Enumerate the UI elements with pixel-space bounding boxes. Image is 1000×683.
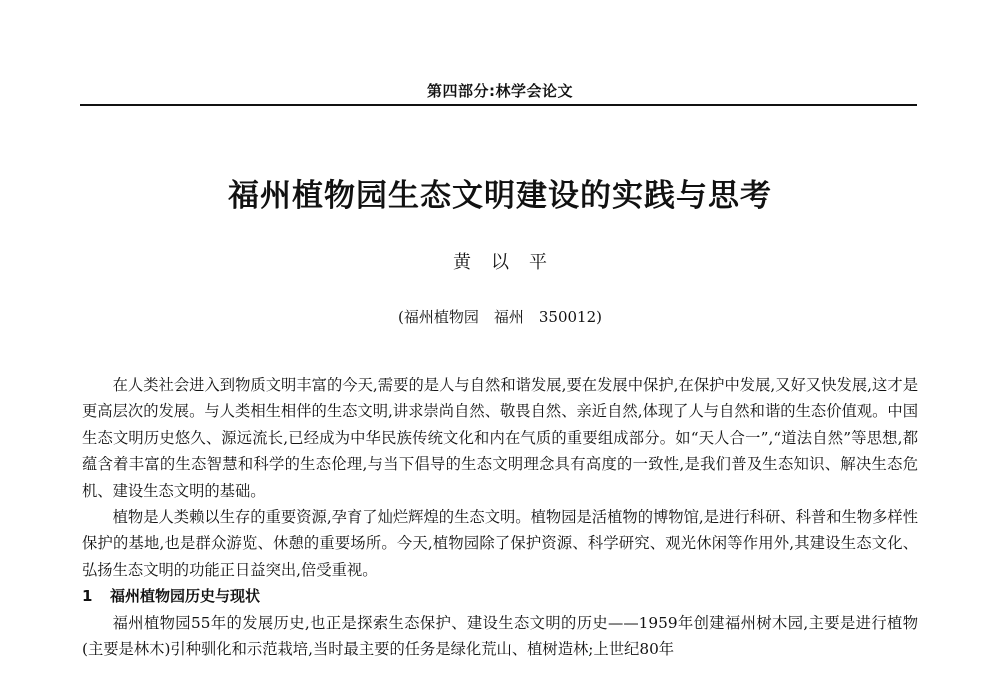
article-body [82,372,918,662]
article-affiliation: (福州植物园 福州 350012) [398,308,602,326]
header-rule [80,104,917,106]
section-title: 福州植物园历史与现状 [110,587,261,606]
running-head: 第四部分:林学会论文 [427,82,573,100]
section-number: 1 [82,587,93,606]
article-title: 福州植物园生态文明建设的实践与思考 [228,178,772,214]
body-paragraph: 福州植物园55年的发展历史,也正是探索生态保护、建设生态文明的历史——1959年创建福州树木园,主要是进行植物(主要是林木)引种驯化和示范栽培,当时最主要的任务是绿化荒山、植树造林;上世纪80年 [82,613,918,659]
body-paragraph: 在人类社会进入到物质文明丰富的今天,需要的是人与自然和谐发展,要在发展中保护,在保护中发展,又好又快发展,这才是更高层次的发展。与人类相生相伴的生态文明,讲求崇尚自然、敬畏自然、亲近自然,体现了人与自然和谐的生态价值观。中国生态文明历史悠久、源远流长,已经成为中华民族传统文化和内在气质的重要组成部分。如“天人合一”,“道法自然”等思想,都蕴含着丰富的生态智慧和科学的生态伦理,与当下倡导的生态文明理念具有高度的一致性,是我们普及生态知识、解决生态危机、建设生态文明的基础。 [82,376,918,500]
section-heading [82,583,918,609]
article-author: 黄以平 [453,252,567,273]
body-paragraph: 植物是人类赖以生存的重要资源,孕育了灿烂辉煌的生态文明。植物园是活植物的博物馆,是进行科研、科普和生物多样性保护的基地,也是群众游览、休憩的重要场所。今天,植物园除了保护资源、科学研究、观光休闲等作用外,其建设生态文化、弘扬生态文明的功能正日益突出,倍受重视。 [82,508,918,579]
